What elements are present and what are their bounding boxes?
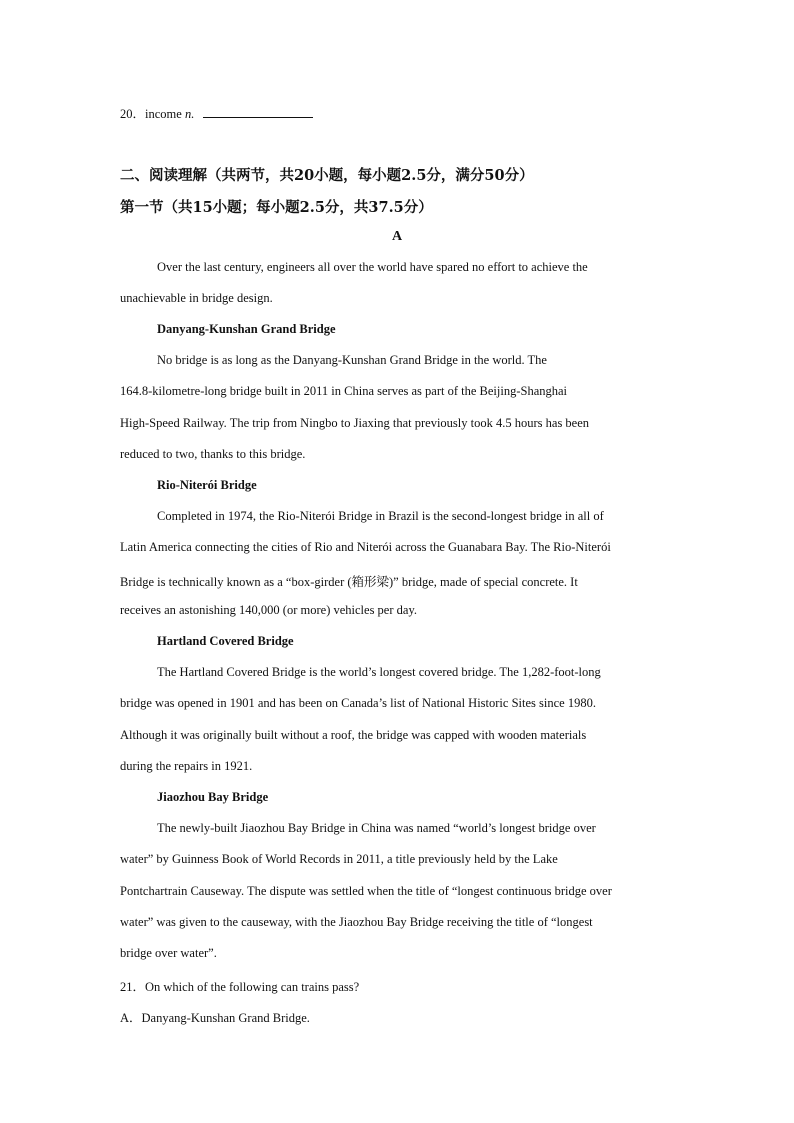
paragraph-line: reduced to two, thanks to this bridge.: [120, 447, 306, 461]
paragraph-line: water” was given to the causeway, with the Jiaozhou Bay Bridge receiving the title of “longest: [120, 915, 593, 929]
question-21-stem: 21．On which of the following can trains pass?: [120, 980, 360, 994]
paragraph-line: Completed in 1974, the Rio-Niterói Bridge in Brazil is the second-longest bridge in all of: [157, 509, 604, 523]
intro-line-1: Over the last century, engineers all over the world have spared no effort to achieve the: [157, 260, 588, 274]
paragraph-line: Pontchartrain Causeway. The dispute was settled when the title of “longest continuous bridge over: [120, 884, 612, 898]
paragraph-line: bridge over water”.: [120, 946, 217, 960]
question-20: [120, 104, 313, 122]
paragraph-line: bridge was opened in 1901 and has been on Canada’s list of National Historic Sites since 1980.: [120, 696, 596, 710]
passage-label: A: [391, 229, 403, 244]
paragraph-line: during the repairs in 1921.: [120, 759, 253, 773]
bridge-heading-hartland: Hartland Covered Bridge: [157, 634, 294, 648]
paragraph-line: Bridge is technically known as a “box-girder (箱形梁)” bridge, made of special concrete. It: [120, 575, 578, 589]
intro-line-2: unachievable in bridge design.: [120, 291, 273, 305]
paragraph-line: Although it was originally built without a roof, the bridge was capped with wooden materials: [120, 728, 587, 742]
paragraph-line: High-Speed Railway. The trip from Ningbo to Jiaxing that previously took 4.5 hours has been: [120, 416, 590, 430]
question-20-pos: n.: [184, 107, 195, 121]
bridge-heading-rio: Rio-Niterói Bridge: [157, 478, 257, 492]
paragraph-line: The Hartland Covered Bridge is the world’s longest covered bridge. The 1,282-foot-long: [157, 665, 601, 679]
part-title: 第一节（共15小题；每小题2.5分，共37.5分）: [120, 199, 433, 216]
answer-blank[interactable]: [203, 106, 313, 118]
paragraph-line: Latin America connecting the cities of Rio and Niterói across the Guanabara Bay. The Rio-Niterói: [120, 540, 611, 554]
paragraph-line: receives an astonishing 140,000 (or more) vehicles per day.: [120, 603, 418, 617]
paragraph-line: The newly-built Jiaozhou Bay Bridge in China was named “world’s longest bridge over: [157, 821, 596, 835]
question-20-number: 20．: [120, 107, 146, 121]
paragraph-line: 164.8-kilometre-long bridge built in 2011 in China serves as part of the Beijing-Shanghai: [120, 384, 568, 398]
paragraph-line: water” by Guinness Book of World Records in 2011, a title previously held by the Lake: [120, 852, 558, 866]
section-title: 二、阅读理解（共两节，共20小题，每小题2.5分，满分50分）: [120, 167, 534, 184]
paragraph-line: No bridge is as long as the Danyang-Kunshan Grand Bridge in the world. The: [157, 353, 547, 367]
bridge-heading-danyang: Danyang-Kunshan Grand Bridge: [157, 322, 336, 336]
bridge-heading-jiaozhou: Jiaozhou Bay Bridge: [157, 790, 269, 804]
question-21-option-a[interactable]: A．Danyang-Kunshan Grand Bridge.: [120, 1011, 310, 1025]
question-20-word: income: [145, 107, 182, 121]
